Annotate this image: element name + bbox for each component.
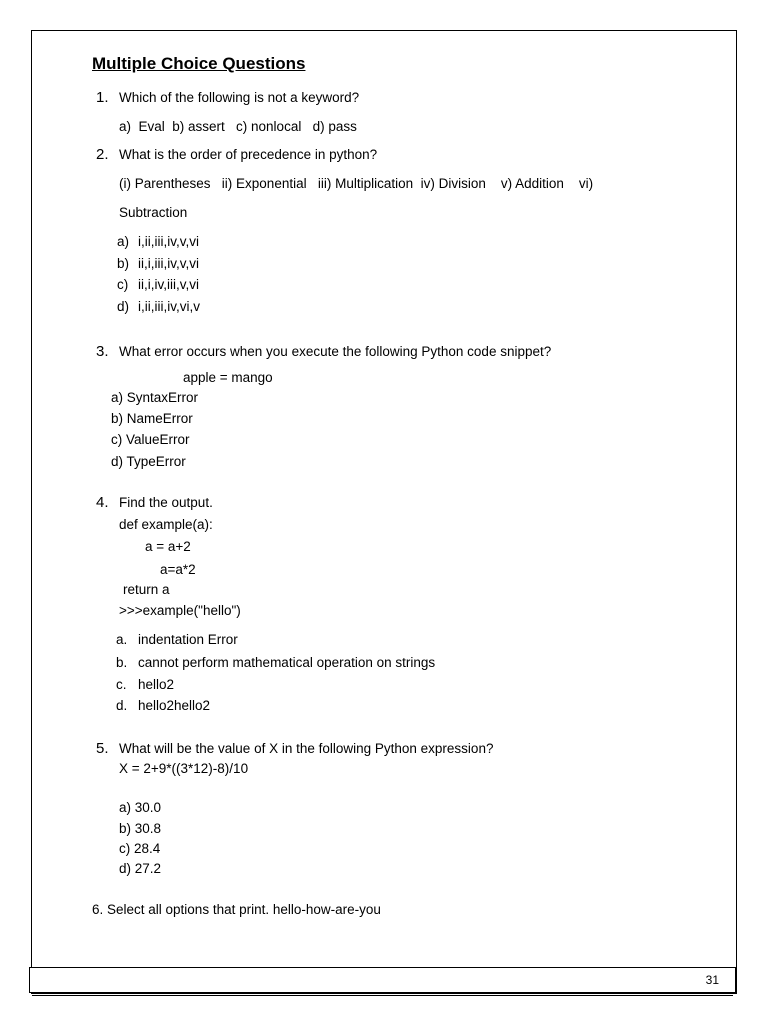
page-heading: Multiple Choice Questions [92,54,306,73]
question-4-text: Find the output. [119,495,213,510]
question-5-number: 5. [96,740,109,757]
question-2-text: What is the order of precedence in python? [119,147,378,162]
question-4-number: 4. [96,494,109,511]
page-number: 31 [705,973,719,987]
question-2-option-label: c) [117,277,129,292]
question-3-option: b) NameError [111,411,193,426]
question-2-order-line-2: Subtraction [119,205,188,220]
question-5-option: b) 30.8 [119,821,162,836]
question-2-number: 2. [96,146,109,163]
question-4-code-line: >>>example("hello") [119,603,241,618]
question-4-option-value: indentation Error [138,632,238,647]
question-4-option-label: b. [116,655,128,670]
question-4-option-value: cannot perform mathematical operation on strings [138,655,436,670]
question-3-option: d) TypeError [111,454,186,469]
question-5-expression: X = 2+9*((3*12)-8)/10 [119,761,249,776]
question-4-code-line: def example(a): [119,517,213,532]
question-2-option-value: i,ii,iii,iv,vi,v [138,299,200,314]
question-3-code: apple = mango [183,370,273,385]
question-2-option-value: ii,i,iv,iii,v,vi [138,277,199,292]
question-2-option-label: d) [117,299,130,314]
question-4-code-line: a=a*2 [160,562,196,577]
question-2-order-line-1: (i) Parentheses ii) Exponential iii) Multiplication iv) Division v) Addition vi) [119,176,594,191]
question-1-number: 1. [96,89,109,106]
question-4-option-value: hello2hello2 [138,698,211,713]
question-2-option-label: a) [117,234,130,249]
question-1-options: a) Eval b) assert c) nonlocal d) pass [119,119,357,134]
question-5-text: What will be the value of X in the following Python expression? [119,741,494,756]
question-5-option: a) 30.0 [119,800,162,815]
question-4-option-label: d. [116,698,128,713]
question-4-code-line: return a [123,582,170,597]
question-3-option: c) ValueError [111,432,190,447]
question-1-text: Which of the following is not a keyword? [119,90,360,105]
question-4-option-label: c. [116,677,127,692]
page-footer [29,967,736,993]
question-5-option: d) 27.2 [119,861,162,876]
question-4-code-line: a = a+2 [145,539,191,554]
question-3-option: a) SyntaxError [111,390,199,405]
question-3-text: What error occurs when you execute the following Python code snippet? [119,344,552,359]
question-6-text: 6. Select all options that print. hello-how-are-you [92,902,381,917]
question-2-option-label: b) [117,256,130,271]
question-4-option-label: a. [116,632,128,647]
question-2-option-value: ii,i,iii,iv,v,vi [138,256,199,271]
question-2-option-value: i,ii,iii,iv,v,vi [138,234,199,249]
question-4-option-value: hello2 [138,677,175,692]
question-3-number: 3. [96,343,109,360]
question-5-option: c) 28.4 [119,841,161,856]
